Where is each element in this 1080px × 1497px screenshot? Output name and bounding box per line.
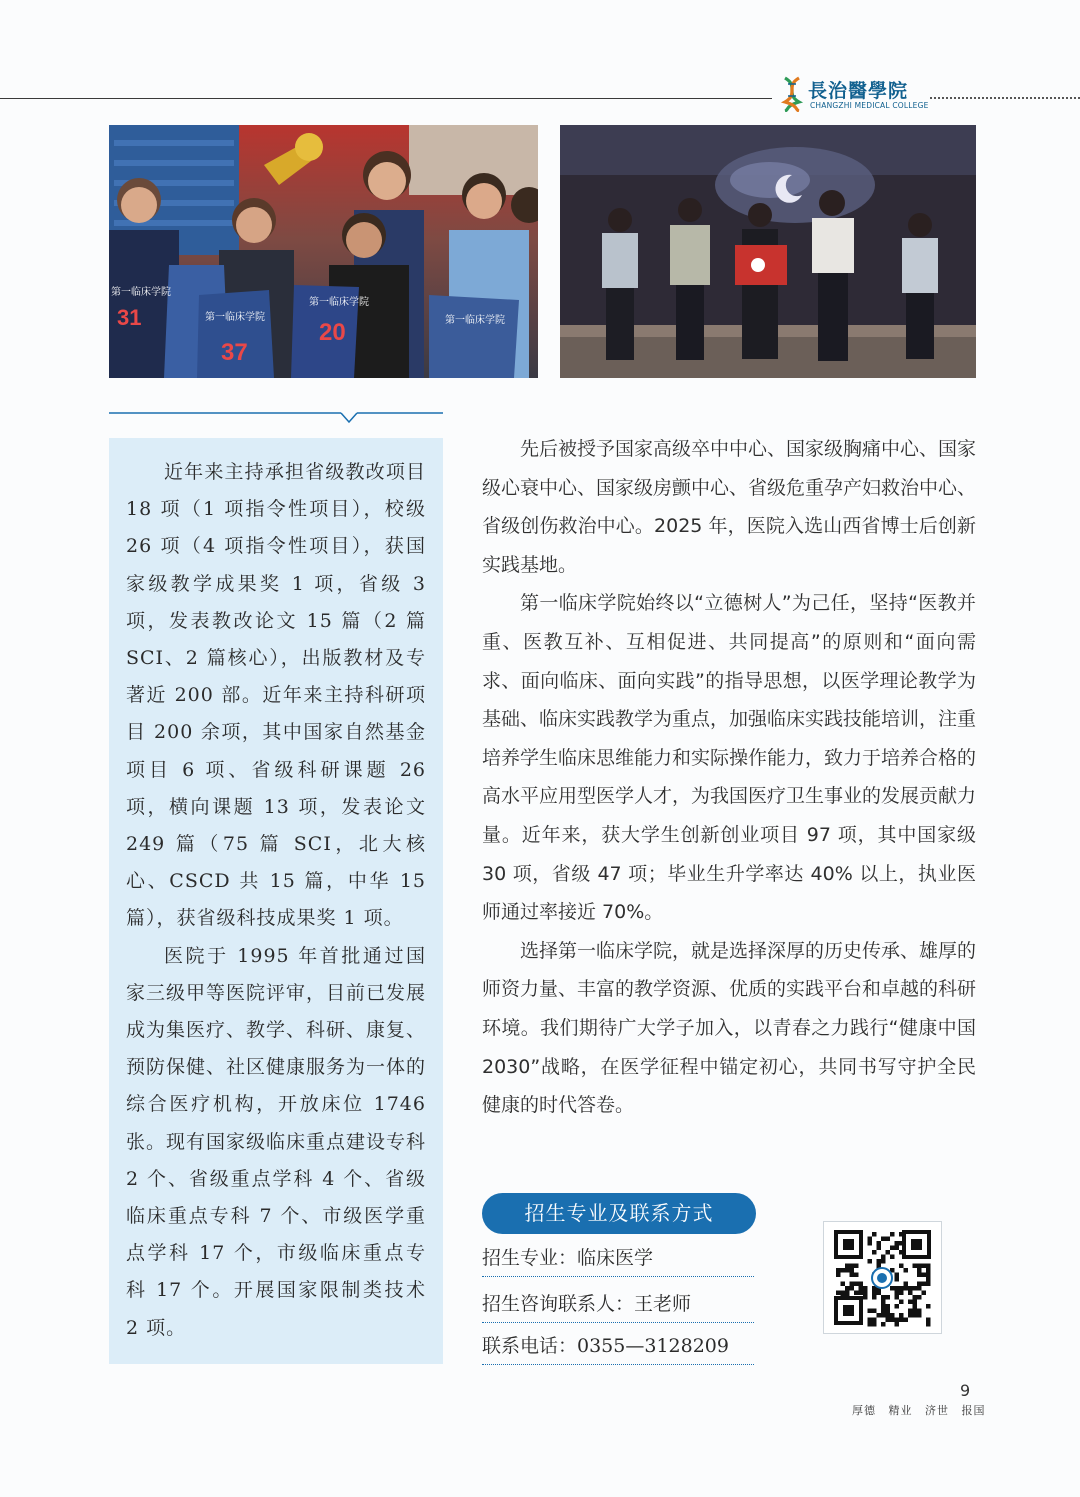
jersey-text-1: 第一临床学院: [111, 287, 171, 298]
motto-word: 精业: [888, 1404, 913, 1417]
paragraph-honors: 先后被授予国家高级卒中中心、国家级胸痛中心、国家级心衰中心、国家级房颤中心、省级危重孕产妇救治中心、省级创伤救治中心。2025 年，医院入选山西省博士后创新实践基地。: [482, 438, 977, 576]
sidebar-paragraph-research: 近年来主持承担省级教改项目 18 项（1 项指令性项目），校级 26 项（4 项指令性项目），获国家级教学成果奖 1 项，省级 3 项，发表教改论文 15 篇（2 篇 SCI、2 篇核心），出版教材及专著近 200 部。近年来主持科研项目 200 余项，其中国家自然基金项目 6 项、省级科研课题 26 项，横向课题 13 项，发表论文 249 篇（75 篇 SCI，北大核心、CSCD 共 15 篇，中华 15 篇），获省级科技成果奖 1 项。: [126, 461, 426, 930]
basketball-team-photo: [109, 125, 538, 378]
jersey-number-3: 20: [319, 319, 346, 346]
page-number: 9: [960, 1381, 971, 1400]
box-top-decoration: [109, 412, 443, 424]
header-rule: [0, 98, 772, 99]
paragraph-invitation: 选择第一临床学院，就是选择深厚的历史传承、雄厚的师资力量、丰富的教学资源、优质的实践平台和卓越的科研环境。我们期待广大学子加入，以青春之力践行“健康中国 2030”战略，在医学征程中锚定初心，共同书写守护全民健康的时代答卷。: [482, 939, 977, 1117]
jersey-text-3: 第一临床学院: [309, 297, 369, 308]
motto-word: 厚德: [852, 1404, 876, 1417]
dna-logo-icon: [780, 76, 804, 112]
header-dotted-rule: [930, 97, 1080, 99]
admission-contact-person: 招生咨询联系人：王老师: [482, 1286, 754, 1323]
jersey-text-4: 第一临床学院: [445, 315, 505, 326]
logo-english-name: CHANGZHI MEDICAL COLLEGE: [810, 101, 929, 110]
qr-code: [824, 1222, 941, 1333]
paragraph-mission: 第一临床学院始终以“立德树人”为己任，坚持“医教并重、医教互补、互相促进、共同提高”的原则和“面向需求、面向临床、面向实践”的指导思想，以医学理论教学为基础、临床实践教学为重点，加强临床实践技能培训，注重培养学生临床思维能力和实际操作能力，致力于培养合格的高水平应用型医学人才，为我国医疗卫生事业的发展贡献力量。近年来，获大学生创新创业项目 97 项，其中国家级 30 项，省级 47 项；毕业生升学率达 40% 以上，执业医师通过率接近 70%。: [482, 592, 977, 924]
college-logo: [780, 76, 930, 116]
jersey-number-1: 31: [117, 305, 142, 330]
info-sidebar-box: [109, 438, 443, 1364]
admission-major: 招生专业：临床医学: [482, 1240, 754, 1277]
motto-word: 报国: [961, 1404, 986, 1417]
logo-chinese-name: 長治醫學院: [808, 80, 909, 102]
admission-phone: 联系电话：0355—3128209: [482, 1328, 754, 1365]
college-motto: [852, 1402, 986, 1418]
main-text-column: [482, 430, 976, 1125]
jersey-number-2: 37: [221, 339, 248, 366]
stage-salute-photo: [560, 125, 976, 378]
jersey-text-2: 第一临床学院: [205, 312, 265, 323]
sidebar-paragraph-hospital: 医院于 1995 年首批通过国家三级甲等医院评审，目前已发展成为集医疗、教学、科研、康复、预防保健、社区健康服务为一体的综合医疗机构，开放床位 1746 张。现有国家级临床重点建设专科 2 个、省级重点学科 4 个、省级临床重点专科 7 个、市级医学重点学科 17 个，市级临床重点专科 17 个。开展国家限制类技术 2 项。: [126, 944, 427, 1339]
contact-section-title: 招生专业及联系方式: [482, 1193, 756, 1234]
motto-word: 济世: [925, 1404, 949, 1417]
